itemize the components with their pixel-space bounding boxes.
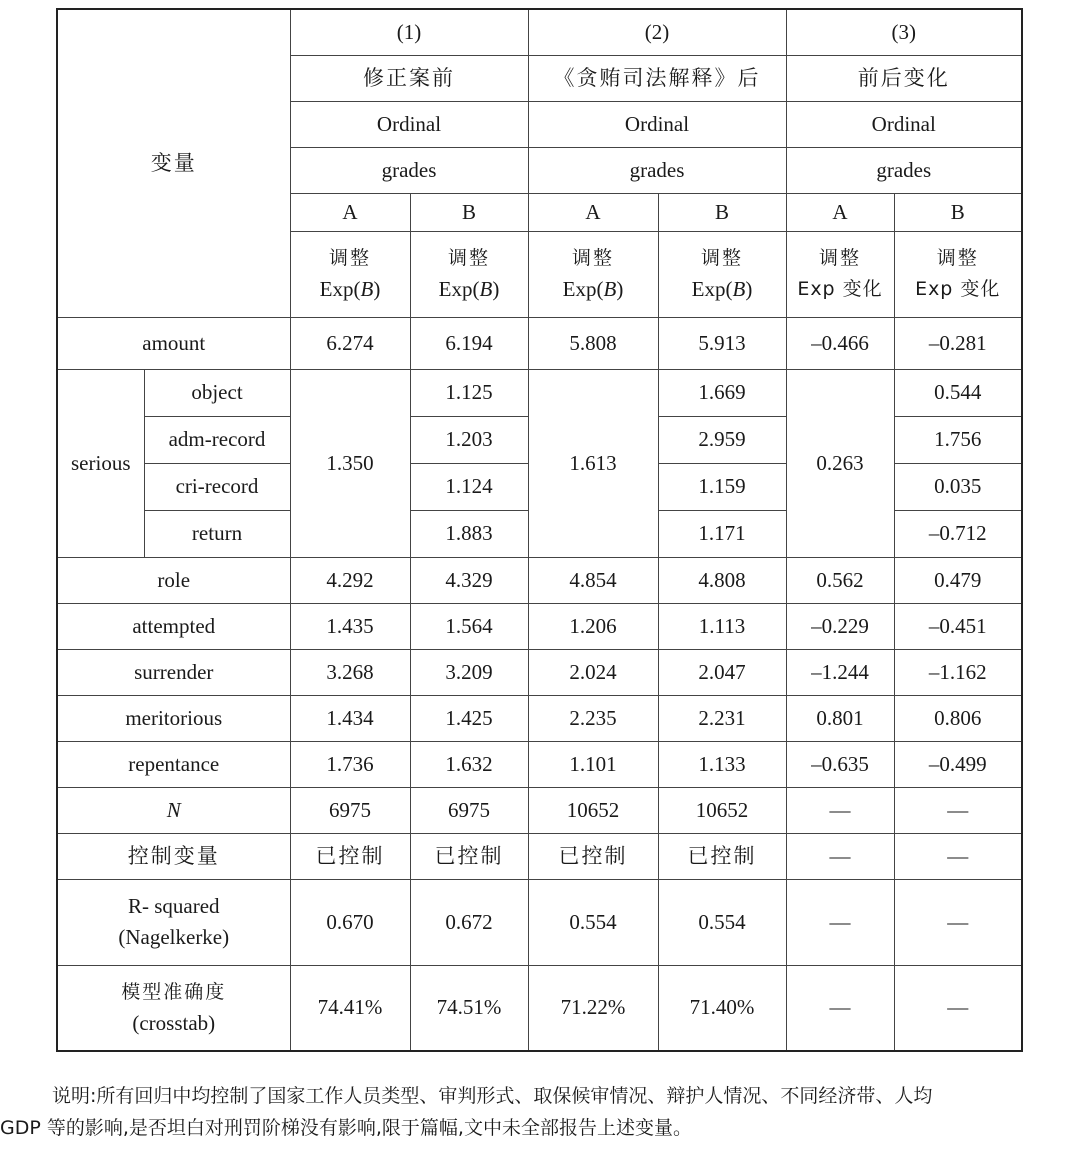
table-cell: 74.41% xyxy=(290,965,410,1051)
row-group-label: serious xyxy=(57,369,144,557)
spec-a-header: A xyxy=(528,193,658,231)
table-cell: 0.670 xyxy=(290,879,410,965)
note-line: 说明:所有回归中均控制了国家工作人员类型、审判形式、取保候审情况、辩护人情况、不同经济带、人均 xyxy=(52,1085,933,1107)
table-cell: 已控制 xyxy=(410,833,528,879)
table-cell: 1.756 xyxy=(894,416,1022,463)
header-row-model-numbers xyxy=(57,9,1022,55)
table-cell: 已控制 xyxy=(290,833,410,879)
period-after-header: 《贪贿司法解释》后 xyxy=(528,55,786,101)
table-row-n xyxy=(57,787,1022,833)
model-2-header: (2) xyxy=(528,9,786,55)
table-cell: 0.562 xyxy=(786,557,894,603)
row-sublabel: return xyxy=(144,510,290,557)
spec-a-header: A xyxy=(290,193,410,231)
table-cell: 1.125 xyxy=(410,369,528,416)
table-cell: 1.124 xyxy=(410,463,528,510)
row-label: N xyxy=(57,787,290,833)
table-cell: 1.425 xyxy=(410,695,528,741)
table-cell-merged: 0.263 xyxy=(786,369,894,557)
table-cell: — xyxy=(894,787,1022,833)
table-cell: –0.712 xyxy=(894,510,1022,557)
model-1-header: (1) xyxy=(290,9,528,55)
adjusted-exp-b-header: 调整 Exp(B) xyxy=(290,231,410,317)
table-cell: 4.329 xyxy=(410,557,528,603)
table-cell: 0.554 xyxy=(658,879,786,965)
table-cell: 1.101 xyxy=(528,741,658,787)
table-cell: 1.434 xyxy=(290,695,410,741)
table-cell: 1.159 xyxy=(658,463,786,510)
table-cell: 3.209 xyxy=(410,649,528,695)
table-cell: 1.113 xyxy=(658,603,786,649)
table-cell: — xyxy=(786,879,894,965)
spec-b-header: B xyxy=(658,193,786,231)
table-cell: 71.22% xyxy=(528,965,658,1051)
table-row-attempted xyxy=(57,603,1022,649)
table-row-role xyxy=(57,557,1022,603)
table-cell: 已控制 xyxy=(528,833,658,879)
period-before-header: 修正案前 xyxy=(290,55,528,101)
row-label: amount xyxy=(57,317,290,369)
table-cell: –0.466 xyxy=(786,317,894,369)
table-cell: 1.171 xyxy=(658,510,786,557)
table-cell: 10652 xyxy=(658,787,786,833)
table-row-accuracy xyxy=(57,965,1022,1051)
table-cell: — xyxy=(786,787,894,833)
table-cell: 1.133 xyxy=(658,741,786,787)
table-cell: –1.162 xyxy=(894,649,1022,695)
table-cell: 1.206 xyxy=(528,603,658,649)
row-sublabel: adm-record xyxy=(144,416,290,463)
table-cell: 5.913 xyxy=(658,317,786,369)
row-label: attempted xyxy=(57,603,290,649)
row-label: role xyxy=(57,557,290,603)
table-cell: 0.544 xyxy=(894,369,1022,416)
regression-results-table xyxy=(56,8,1023,1052)
table-cell: 2.959 xyxy=(658,416,786,463)
table-cell: –0.229 xyxy=(786,603,894,649)
table-cell: 0.801 xyxy=(786,695,894,741)
dependent-header: grades xyxy=(528,147,786,193)
table-cell-merged: 1.350 xyxy=(290,369,410,557)
table-cell: 6975 xyxy=(410,787,528,833)
table-cell: 1.736 xyxy=(290,741,410,787)
table-cell: 1.564 xyxy=(410,603,528,649)
dependent-header: grades xyxy=(290,147,528,193)
row-label: 控制变量 xyxy=(57,833,290,879)
spec-b-header: B xyxy=(894,193,1022,231)
table-row-surrender xyxy=(57,649,1022,695)
table-row-rsquared xyxy=(57,879,1022,965)
table-cell: 0.672 xyxy=(410,879,528,965)
table-cell: — xyxy=(786,965,894,1051)
table-cell: 0.806 xyxy=(894,695,1022,741)
table-cell: 1.203 xyxy=(410,416,528,463)
variable-header: 变量 xyxy=(57,9,290,317)
table-cell: –0.451 xyxy=(894,603,1022,649)
row-sublabel: cri-record xyxy=(144,463,290,510)
note-line: GDP 等的影响,是否坦白对刑罚阶梯没有影响,限于篇幅,文中未全部报告上述变量。 xyxy=(0,1117,692,1139)
table-cell: 已控制 xyxy=(658,833,786,879)
table-cell: 10652 xyxy=(528,787,658,833)
table-cell: 5.808 xyxy=(528,317,658,369)
table-cell: — xyxy=(894,965,1022,1051)
row-sublabel: object xyxy=(144,369,290,416)
table-row-amount xyxy=(57,317,1022,369)
table-cell: 0.554 xyxy=(528,879,658,965)
table-cell: 71.40% xyxy=(658,965,786,1051)
row-label: meritorious xyxy=(57,695,290,741)
spec-b-header: B xyxy=(410,193,528,231)
table-cell: 6.194 xyxy=(410,317,528,369)
table-cell: 74.51% xyxy=(410,965,528,1051)
row-label: surrender xyxy=(57,649,290,695)
table-cell-merged: 1.613 xyxy=(528,369,658,557)
row-label: repentance xyxy=(57,741,290,787)
table-cell: 4.292 xyxy=(290,557,410,603)
table-row-controls xyxy=(57,833,1022,879)
spec-a-header: A xyxy=(786,193,894,231)
table-cell: 1.435 xyxy=(290,603,410,649)
adjusted-exp-b-header: 调整 Exp(B) xyxy=(528,231,658,317)
table-cell: 2.231 xyxy=(658,695,786,741)
table-cell: –0.281 xyxy=(894,317,1022,369)
table-cell: 2.235 xyxy=(528,695,658,741)
table-cell: –0.499 xyxy=(894,741,1022,787)
table-cell: 0.035 xyxy=(894,463,1022,510)
table-cell: –0.635 xyxy=(786,741,894,787)
period-change-header: 前后变化 xyxy=(786,55,1022,101)
table-cell: –1.244 xyxy=(786,649,894,695)
table-cell: 6.274 xyxy=(290,317,410,369)
table-cell: 0.479 xyxy=(894,557,1022,603)
table-cell: 1.883 xyxy=(410,510,528,557)
table-cell: 3.268 xyxy=(290,649,410,695)
table-cell: 1.632 xyxy=(410,741,528,787)
table-cell: 6975 xyxy=(290,787,410,833)
table-row-repentance xyxy=(57,741,1022,787)
table-row-meritorious xyxy=(57,695,1022,741)
adjusted-exp-change-header: 调整 Exp 变化 xyxy=(786,231,894,317)
table-cell: 4.854 xyxy=(528,557,658,603)
table-cell: 2.024 xyxy=(528,649,658,695)
table-cell: — xyxy=(786,833,894,879)
adjusted-exp-change-header: 调整 Exp 变化 xyxy=(894,231,1022,317)
row-label: R- squared (Nagelkerke) xyxy=(57,879,290,965)
table-cell: — xyxy=(894,833,1022,879)
method-header: Ordinal xyxy=(528,101,786,147)
row-label: 模型准确度 (crosstab) xyxy=(57,965,290,1051)
adjusted-exp-b-header: 调整 Exp(B) xyxy=(410,231,528,317)
table-cell: 1.669 xyxy=(658,369,786,416)
model-3-header: (3) xyxy=(786,9,1022,55)
adjusted-exp-b-header: 调整 Exp(B) xyxy=(658,231,786,317)
dependent-header: grades xyxy=(786,147,1022,193)
method-header: Ordinal xyxy=(290,101,528,147)
table-cell: — xyxy=(894,879,1022,965)
table-cell: 4.808 xyxy=(658,557,786,603)
table-cell: 2.047 xyxy=(658,649,786,695)
method-header: Ordinal xyxy=(786,101,1022,147)
table-row-serious-object xyxy=(57,369,1022,416)
table-note xyxy=(0,1080,1080,1144)
